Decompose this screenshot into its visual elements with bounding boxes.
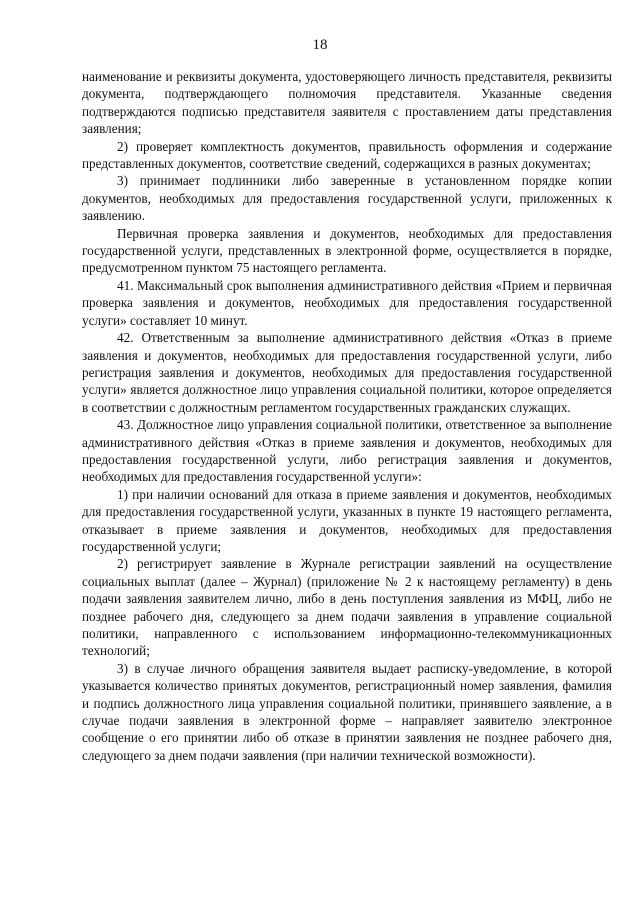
paragraph-accept-originals: 3) принимает подлинники либо заверенные в установленном порядке копии документов, необходимых для предоставления государственной услуги, приложенных к заявлению. [82,173,612,224]
page-number: 18 [312,37,328,53]
paragraph-receipt: 3) в случае личного обращения заявителя выдает расписку-уведомление, в которой указывается количество принятых документов, регистрационный номер заявления, фамилия и подпись должностного лица управления социальной политики, принявшего заявление, а в случае подачи заявления в электронной форме – направляет заявителю электронное сообщение о его принятии либо об отказе в принятии заявления не позднее рабочего дня, следующего за днем подачи заявления (при наличии технической возможности). [82,660,612,763]
paragraph-clause-42: 42. Ответственным за выполнение административного действия «Отказ в приеме заявления и документов, необходимых для предоставления государственной услуги, либо регистрация заявления и документов, необходимых для предоставления государственной услуги» является должностное лицо управления социальной политики, которое определяется в соответствии с должностным регламентом государственных гражданских служащих. [82,330,612,415]
paragraph-check-completeness: 2) проверяет комплектность документов, правильность оформления и содержание представленных документов, соответствие сведений, содержащихся в разных документах; [82,138,612,172]
paragraph-clause-41: 41. Максимальный срок выполнения административного действия «Прием и первичная проверка заявления и документов, необходимых для предоставления государственной услуги» составляет 10 минут. [82,277,612,328]
paragraph-clause-43: 43. Должностное лицо управления социальной политики, ответственное за выполнение административного действия «Отказ в приеме заявления и документов, необходимых для предоставления государственной услуги, либо регистрация заявления и документов, необходимых для предоставления государственной услуги»: [82,417,612,485]
paragraph-registration: 2) регистрирует заявление в Журнале регистрации заявлений на осуществление социальных выплат (далее – Журнал) (приложение № 2 к настоящему регламенту) в день подачи заявления заявителем лично, либо в день поступления заявления из МФЦ, либо не позднее рабочего дня, следующего за днем подачи заявления в управление социальной политики, направленного с использованием информационно-телекоммуникационных технологий; [82,556,612,659]
paragraph-electronic-check: Первичная проверка заявления и документов, необходимых для предоставления государственной услуги, представленных в электронной форме, осуществляется в порядке, предусмотренном пунктом 75 настоящего регламента. [82,225,612,276]
paragraph-refusal: 1) при наличии оснований для отказа в приеме заявления и документов, необходимых для предоставления государственной услуги, указанных в пункте 19 настоящего регламента, отказывает в приеме заявления и документов, необходимых для предоставления государственной услуги; [82,486,612,554]
paragraph-continuation: наименование и реквизиты документа, удостоверяющего личность представителя, реквизиты документа, подтверждающего полномочия представителя. Указанные сведения подтверждаются подписью представителя заявителя с проставлением даты представления заявления; [82,69,612,137]
document-body [82,68,612,764]
